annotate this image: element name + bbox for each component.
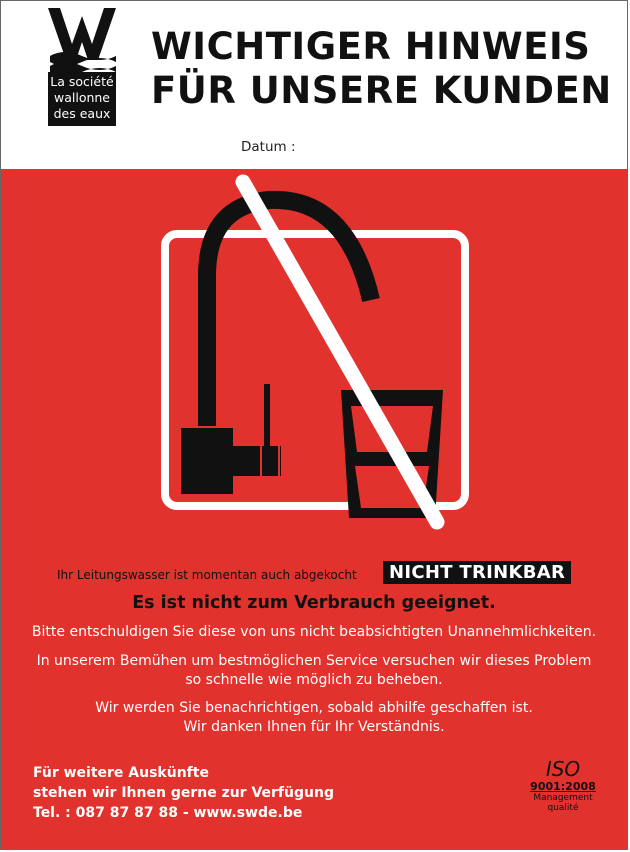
logo-text-box	[48, 72, 116, 126]
apology-line: Bitte entschuldigen Sie diese von uns nicht beabsichtigten Unannehmlichkeiten.	[31, 624, 597, 640]
title-line-1: WICHTIGER HINWEIS	[151, 25, 591, 68]
title-line-2: FÜR UNSERE KUNDEN	[151, 69, 612, 112]
wave-w-icon	[46, 6, 118, 74]
no-drinking-water-icon	[151, 166, 481, 536]
swde-logo	[46, 6, 118, 122]
iso-subtitle	[528, 793, 598, 813]
contact-line-1: Für weitere Auskünfte	[33, 765, 209, 781]
contact-line-2: stehen wir Ihnen gerne zur Verfügung	[33, 785, 334, 801]
apology-paragraph	[1, 623, 627, 642]
effort-line-1: In unserem Bemühen um bestmöglichen Service versuchen wir dieses Problem	[36, 653, 592, 669]
logo-line-1: La société	[50, 74, 114, 89]
headline: Es ist nicht zum Verbrauch geeignet.	[132, 593, 496, 613]
status-lead: Ihr Leitungswasser ist momentan auch abgekocht	[57, 568, 357, 582]
notify-line-1: Wir werden Sie benachrichtigen, sobald abhilfe geschaffen ist.	[95, 700, 533, 716]
not-drinkable-badge: NICHT TRINKBAR	[383, 561, 571, 584]
iso-standard: 9001:2008	[530, 780, 596, 793]
iso-word: ISO	[545, 757, 581, 781]
notify-paragraph	[1, 699, 627, 737]
header	[1, 1, 627, 169]
iso-certification-badge	[528, 758, 598, 813]
logo-line-2: wallonne	[53, 90, 110, 105]
iso-sub-1: Management	[533, 793, 593, 803]
page-title	[151, 25, 612, 113]
effort-line-2: so schnelle wie möglich zu beheben.	[185, 672, 443, 688]
contact-line-3: Tel. : 087 87 87 88 - www.swde.be	[33, 805, 303, 821]
notify-line-2: Wir danken Ihnen für Ihr Verständnis.	[183, 719, 445, 735]
contact-info	[33, 763, 334, 823]
effort-paragraph	[1, 652, 627, 690]
date-label: Datum :	[241, 139, 296, 155]
iso-sub-2: qualité	[547, 803, 579, 813]
logo-line-3: des eaux	[53, 106, 111, 121]
